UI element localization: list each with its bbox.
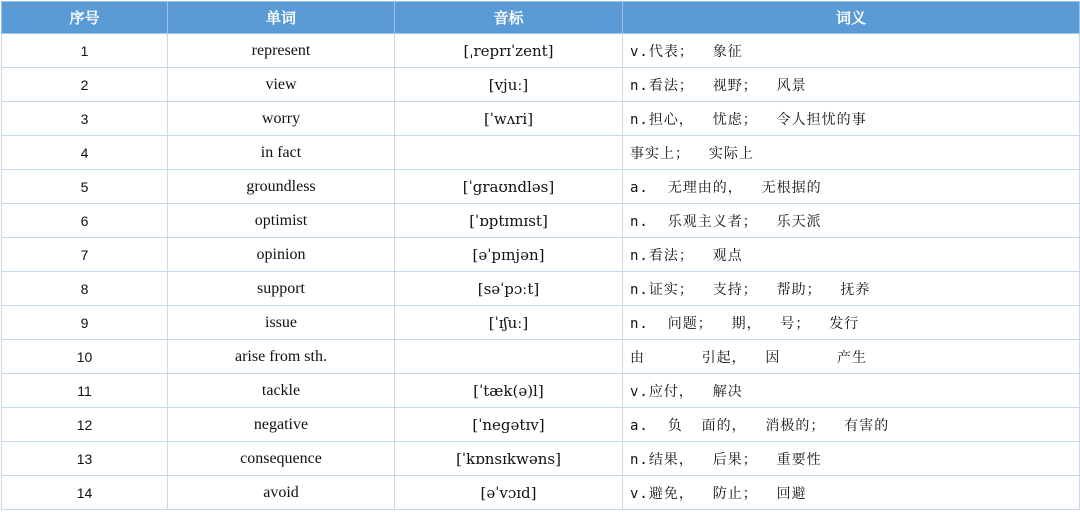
cell-word: negative [168, 408, 395, 442]
cell-word: opinion [168, 238, 395, 272]
cell-index: 13 [2, 442, 168, 476]
cell-word: consequence [168, 442, 395, 476]
cell-index: 6 [2, 204, 168, 238]
cell-word: tackle [168, 374, 395, 408]
cell-index: 4 [2, 136, 168, 170]
table-row [2, 102, 1080, 136]
table-row [2, 374, 1080, 408]
cell-index: 1 [2, 34, 168, 68]
cell-meaning: v.代表； 象征 [623, 34, 1080, 68]
cell-meaning: n. 乐观主义者； 乐天派 [623, 204, 1080, 238]
table-row [2, 170, 1080, 204]
cell-word: worry [168, 102, 395, 136]
cell-phonetic: [ˈgraʊndləs] [395, 170, 623, 204]
cell-meaning: n.看法； 视野； 风景 [623, 68, 1080, 102]
cell-word: view [168, 68, 395, 102]
cell-meaning: 事实上； 实际上 [623, 136, 1080, 170]
header-word: 单词 [168, 2, 395, 34]
cell-meaning: v.应付， 解决 [623, 374, 1080, 408]
cell-phonetic: [vjuː] [395, 68, 623, 102]
cell-word: issue [168, 306, 395, 340]
cell-word: arise from sth. [168, 340, 395, 374]
table-row [2, 442, 1080, 476]
cell-index: 2 [2, 68, 168, 102]
table-row [2, 340, 1080, 374]
cell-index: 12 [2, 408, 168, 442]
cell-meaning: 由 引起， 因 产生 [623, 340, 1080, 374]
cell-phonetic: [ˈtæk(ə)l] [395, 374, 623, 408]
header-phonetic: 音标 [395, 2, 623, 34]
cell-index: 5 [2, 170, 168, 204]
cell-word: optimist [168, 204, 395, 238]
cell-word: represent [168, 34, 395, 68]
cell-word: avoid [168, 476, 395, 510]
header-meaning: 词义 [623, 2, 1080, 34]
cell-word: groundless [168, 170, 395, 204]
cell-meaning: n.看法； 观点 [623, 238, 1080, 272]
vocabulary-table [1, 1, 1080, 510]
table-row [2, 238, 1080, 272]
cell-meaning: n.结果， 后果； 重要性 [623, 442, 1080, 476]
table-row [2, 136, 1080, 170]
table-row [2, 272, 1080, 306]
cell-index: 9 [2, 306, 168, 340]
cell-phonetic: [əˈvɔɪd] [395, 476, 623, 510]
cell-phonetic [395, 136, 623, 170]
table-row [2, 204, 1080, 238]
cell-phonetic [395, 340, 623, 374]
cell-phonetic: [ˈkɒnsɪkwəns] [395, 442, 623, 476]
table-row [2, 34, 1080, 68]
cell-phonetic: [ˈɒptɪmɪst] [395, 204, 623, 238]
cell-meaning: n.证实； 支持； 帮助； 抚养 [623, 272, 1080, 306]
header-row [2, 2, 1080, 34]
cell-meaning: n.担心， 忧虑； 令人担忧的事 [623, 102, 1080, 136]
cell-phonetic: [səˈpɔːt] [395, 272, 623, 306]
cell-index: 14 [2, 476, 168, 510]
table-row [2, 306, 1080, 340]
cell-phonetic: [ˈɪʃuː] [395, 306, 623, 340]
cell-word: support [168, 272, 395, 306]
cell-index: 7 [2, 238, 168, 272]
cell-phonetic: [ˈnegətɪv] [395, 408, 623, 442]
table-row [2, 476, 1080, 510]
cell-word: in fact [168, 136, 395, 170]
cell-index: 11 [2, 374, 168, 408]
cell-index: 3 [2, 102, 168, 136]
cell-meaning: a. 无理由的， 无根据的 [623, 170, 1080, 204]
cell-phonetic: [ˌreprɪˈzent] [395, 34, 623, 68]
cell-phonetic: [əˈpɪnjən] [395, 238, 623, 272]
table-row [2, 68, 1080, 102]
cell-index: 10 [2, 340, 168, 374]
cell-phonetic: [ˈwʌri] [395, 102, 623, 136]
cell-index: 8 [2, 272, 168, 306]
cell-meaning: n. 问题； 期， 号； 发行 [623, 306, 1080, 340]
table-body [2, 34, 1080, 510]
cell-meaning: v.避免， 防止； 回避 [623, 476, 1080, 510]
cell-meaning: a. 负 面的， 消极的； 有害的 [623, 408, 1080, 442]
header-index: 序号 [2, 2, 168, 34]
table-row [2, 408, 1080, 442]
